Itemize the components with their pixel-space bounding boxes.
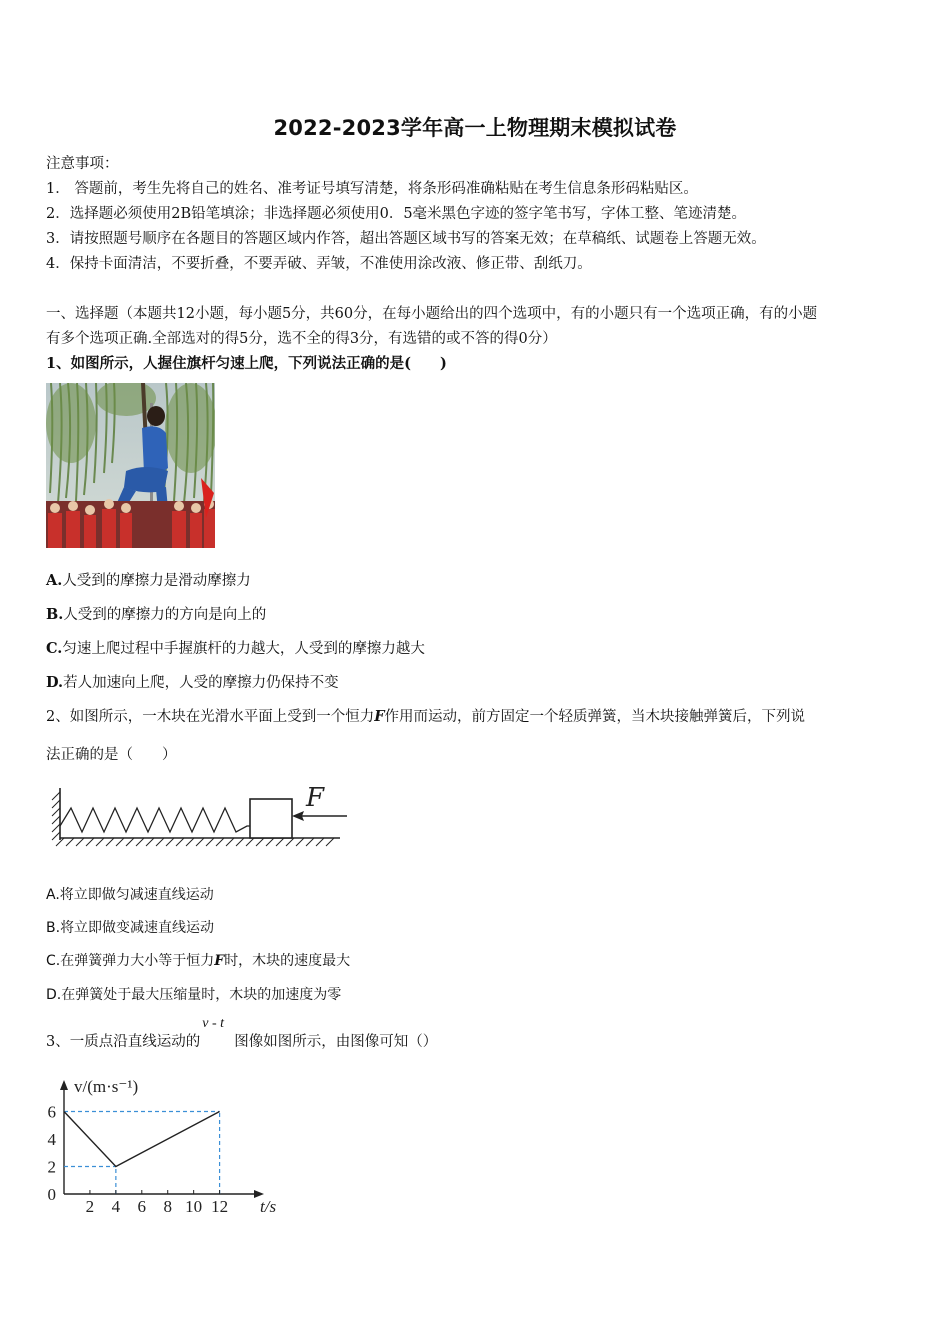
q1-option-a xyxy=(46,569,251,590)
q1-option-c-label: C. xyxy=(46,640,63,657)
ground-hatch xyxy=(196,838,204,846)
ground-hatch xyxy=(256,838,264,846)
vt-chart-svg xyxy=(40,1070,300,1220)
notice-item-1: 1． 答题前，考生先将自己的姓名、准考证号填写清楚，将条形码准确粘贴在考生信息条形码粘贴区。 xyxy=(46,181,698,197)
y-tick-label: 6 xyxy=(47,1102,56,1122)
ground-hatch xyxy=(266,838,274,846)
ground-hatch xyxy=(236,838,244,846)
ground-hatch xyxy=(76,838,84,846)
ground-hatch xyxy=(126,838,134,846)
q1-option-d-label: D. xyxy=(46,674,64,691)
q2-option-c-text2: 时，木块的速度最大 xyxy=(224,953,351,969)
question-2-stem-line2: 法正确的是（ ） xyxy=(46,747,177,763)
q1-option-c xyxy=(46,637,425,658)
q2-option-c-label: C. xyxy=(46,953,61,969)
vt-chart xyxy=(40,1070,300,1220)
q1-option-d xyxy=(46,671,339,692)
q2-option-c xyxy=(46,950,350,970)
x-tick-label: 8 xyxy=(163,1197,172,1216)
x-tick-label: 12 xyxy=(211,1197,229,1216)
q2-option-d-label: D. xyxy=(46,987,62,1003)
q3-stem-vt: v - t xyxy=(202,1016,224,1031)
q2-option-a xyxy=(46,884,214,904)
y-axis-arrow xyxy=(60,1080,68,1090)
q2-option-b-label: B. xyxy=(46,920,61,936)
x-axis-label: t/s xyxy=(260,1197,277,1216)
ground-hatch xyxy=(176,838,184,846)
ground-hatch xyxy=(306,838,314,846)
section-heading-line2: 有多个选项正确.全部选对的得5分，选不全的得3分，有选错的或不答的得0分） xyxy=(46,331,557,347)
page-title: 2022-2023学年高一上物理期末模拟试卷 xyxy=(273,116,677,140)
ground-hatch xyxy=(146,838,154,846)
x-tick-label: 2 xyxy=(85,1197,95,1216)
ground-hatch xyxy=(66,838,74,846)
q2-option-b-text: 将立即做变减速直线运动 xyxy=(60,920,215,936)
ground-hatch xyxy=(226,838,234,846)
q2-stem-force: F xyxy=(374,708,385,725)
section-heading-line1: 一、选择题（本题共12小题，每小题5分，共60分，在每小题给出的四个选项中，有的小题只有一个选项正确，有的小题 xyxy=(46,306,818,322)
x-tick-label: 10 xyxy=(185,1197,203,1216)
q3-stem-part1: 3、一质点沿直线运动的 xyxy=(46,1034,201,1050)
force-label: F xyxy=(306,783,325,813)
spring-block-diagram xyxy=(44,780,354,852)
ground-hatch xyxy=(166,838,174,846)
ground-hatch xyxy=(136,838,144,846)
q1-option-b-text: 人受到的摩擦力的方向是向上的 xyxy=(63,607,267,623)
question-2-stem xyxy=(46,705,805,726)
ground-hatch xyxy=(106,838,114,846)
spring-block-figure xyxy=(44,780,354,852)
ground-hatch xyxy=(206,838,214,846)
ground-hatch xyxy=(326,838,334,846)
q2-stem-part1: 2、如图所示，一木块在光滑水平面上受到一个恒力 xyxy=(46,709,375,725)
q2-option-d xyxy=(46,984,341,1004)
q1-option-b xyxy=(46,603,266,624)
q1-option-b-label: B. xyxy=(46,606,64,623)
flagpole-climber-image xyxy=(46,383,215,548)
notice-item-2: 2．选择题必须使用2B铅笔填涂；非选择题必须使用0．5毫米黑色字迹的签字笔书写，字体工整、笔迹清楚。 xyxy=(46,206,747,222)
q2-option-c-force: F xyxy=(214,953,225,969)
ground-hatch xyxy=(186,838,194,846)
notice-item-3: 3．请按照题号顺序在各题目的答题区域内作答，超出答题区域书写的答案无效；在草稿纸、试题卷上答题无效。 xyxy=(46,231,766,247)
question-3-stem xyxy=(46,1016,438,1051)
y-tick-label: 0 xyxy=(47,1185,56,1204)
y-tick-label: 2 xyxy=(47,1157,56,1177)
ground-hatch xyxy=(246,838,254,846)
q2-stem-part2: 作用而运动，前方固定一个轻质弹簧，当木块接触弹簧后，下列说 xyxy=(384,709,806,725)
notice-heading: 注意事项： xyxy=(46,156,119,172)
q3-stem-part2: 图像如图所示，由图像可知（） xyxy=(234,1034,438,1050)
q2-option-d-text: 在弹簧处于最大压缩量时，木块的加速度为零 xyxy=(61,987,342,1003)
ground-hatch xyxy=(316,838,324,846)
q1-option-a-label: A. xyxy=(46,572,63,589)
ground-hatch xyxy=(286,838,294,846)
block-rect xyxy=(250,799,292,838)
question-1-stem: 1、如图所示，人握住旗杆匀速上爬，下列说法正确的是( ) xyxy=(46,355,447,372)
ground-hatch xyxy=(116,838,124,846)
x-tick-label: 4 xyxy=(111,1197,121,1216)
ground-hatch xyxy=(276,838,284,846)
ground-hatch xyxy=(156,838,164,846)
notice-item-4: 4．保持卡面清洁，不要折叠，不要弄破、弄皱，不准使用涂改液、修正带、刮纸刀。 xyxy=(46,256,592,272)
ground-hatch xyxy=(96,838,104,846)
ground-hatch xyxy=(86,838,94,846)
ground-hatch xyxy=(296,838,304,846)
q2-option-b xyxy=(46,917,214,937)
ground-hatch xyxy=(216,838,224,846)
x-tick-label: 6 xyxy=(137,1197,147,1216)
q2-option-a-text: 将立即做匀减速直线运动 xyxy=(59,887,214,903)
velocity-line xyxy=(64,1112,220,1167)
flagpole-climber-photo xyxy=(46,383,215,548)
y-tick-label: 4 xyxy=(47,1130,56,1149)
q1-option-c-text: 匀速上爬过程中手握旗杆的力越大，人受到的摩擦力越大 xyxy=(62,641,425,657)
q1-option-a-text: 人受到的摩擦力是滑动摩擦力 xyxy=(62,573,251,589)
q1-option-d-text: 若人加速向上爬，人受的摩擦力仍保持不变 xyxy=(63,675,339,691)
y-axis-label: v/(m·s⁻¹) xyxy=(74,1077,139,1096)
q2-option-c-text1: 在弹簧弹力大小等于恒力 xyxy=(60,953,215,969)
q2-option-a-label: A. xyxy=(46,887,60,903)
